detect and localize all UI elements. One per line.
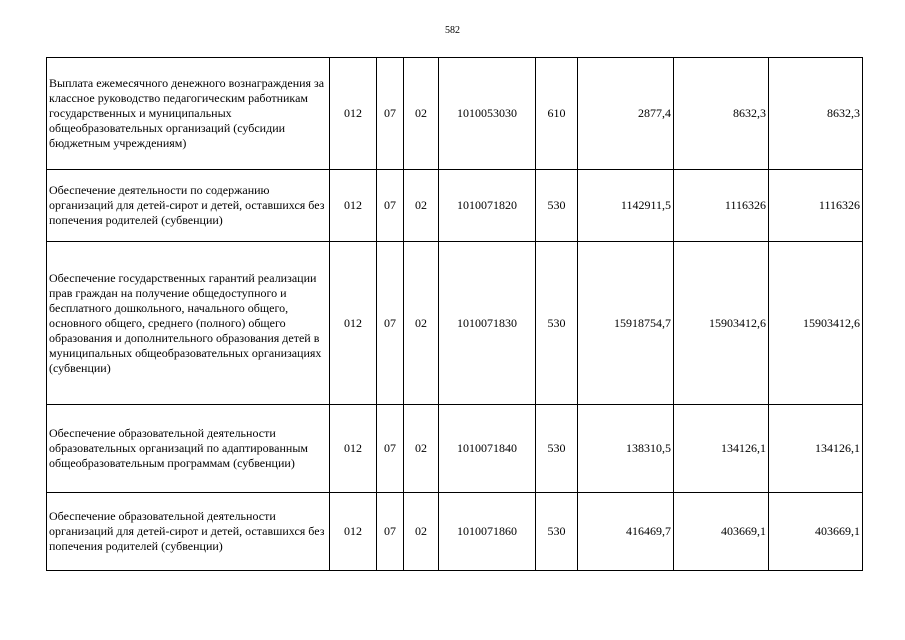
sum-1-cell: 1142911,5: [578, 170, 674, 242]
sum-3-cell: 134126,1: [769, 405, 863, 493]
table-row: [47, 170, 863, 242]
admin-code-cell: 012: [330, 170, 377, 242]
target-article-cell: 1010053030: [439, 58, 536, 170]
section-cell: 07: [377, 493, 404, 571]
sum-3-cell: 403669,1: [769, 493, 863, 571]
target-article-cell: 1010071830: [439, 242, 536, 405]
page-number: 582: [445, 25, 460, 36]
row-description: Обеспечение деятельности по содержанию организаций для детей-сирот и детей, оставшихся без попечения родителей (субвенции): [47, 170, 330, 242]
row-description: Выплата ежемесячного денежного вознаграждения за классное руководство педагогическим работникам государственных и муниципальных общеобразовательных организаций (субсидии бюджетным учреждениям): [47, 58, 330, 170]
table-row: [47, 242, 863, 405]
budget-table: [46, 57, 863, 571]
section-cell: 07: [377, 170, 404, 242]
table-row: [47, 405, 863, 493]
sum-2-cell: 134126,1: [674, 405, 769, 493]
subsection-cell: 02: [404, 405, 439, 493]
expense-type-cell: 530: [536, 170, 578, 242]
target-article-cell: 1010071840: [439, 405, 536, 493]
sum-3-cell: 8632,3: [769, 58, 863, 170]
sum-2-cell: 403669,1: [674, 493, 769, 571]
subsection-cell: 02: [404, 58, 439, 170]
admin-code-cell: 012: [330, 58, 377, 170]
target-article-cell: 1010071820: [439, 170, 536, 242]
sum-2-cell: 8632,3: [674, 58, 769, 170]
sum-1-cell: 416469,7: [578, 493, 674, 571]
admin-code-cell: 012: [330, 405, 377, 493]
sum-3-cell: 15903412,6: [769, 242, 863, 405]
sum-2-cell: 15903412,6: [674, 242, 769, 405]
table-row: [47, 493, 863, 571]
sum-1-cell: 15918754,7: [578, 242, 674, 405]
expense-type-cell: 530: [536, 405, 578, 493]
admin-code-cell: 012: [330, 242, 377, 405]
sum-1-cell: 2877,4: [578, 58, 674, 170]
row-description: Обеспечение государственных гарантий реализации прав граждан на получение общедоступного и бесплатного дошкольного, начального общего, основного общего, среднего (полного) общего образования и дополнительного образования детей в муниципальных общеобразовательных организациях (субвенции): [47, 242, 330, 405]
table-row: [47, 58, 863, 170]
sum-2-cell: 1116326: [674, 170, 769, 242]
expense-type-cell: 530: [536, 493, 578, 571]
expense-type-cell: 530: [536, 242, 578, 405]
subsection-cell: 02: [404, 242, 439, 405]
sum-3-cell: 1116326: [769, 170, 863, 242]
target-article-cell: 1010071860: [439, 493, 536, 571]
sum-1-cell: 138310,5: [578, 405, 674, 493]
row-description: Обеспечение образовательной деятельности организаций для детей-сирот и детей, оставшихся без попечения родителей (субвенции): [47, 493, 330, 571]
admin-code-cell: 012: [330, 493, 377, 571]
row-description: Обеспечение образовательной деятельности образовательных организаций по адаптированным общеобразовательным программам (субвенции): [47, 405, 330, 493]
subsection-cell: 02: [404, 170, 439, 242]
section-cell: 07: [377, 405, 404, 493]
subsection-cell: 02: [404, 493, 439, 571]
section-cell: 07: [377, 58, 404, 170]
expense-type-cell: 610: [536, 58, 578, 170]
section-cell: 07: [377, 242, 404, 405]
